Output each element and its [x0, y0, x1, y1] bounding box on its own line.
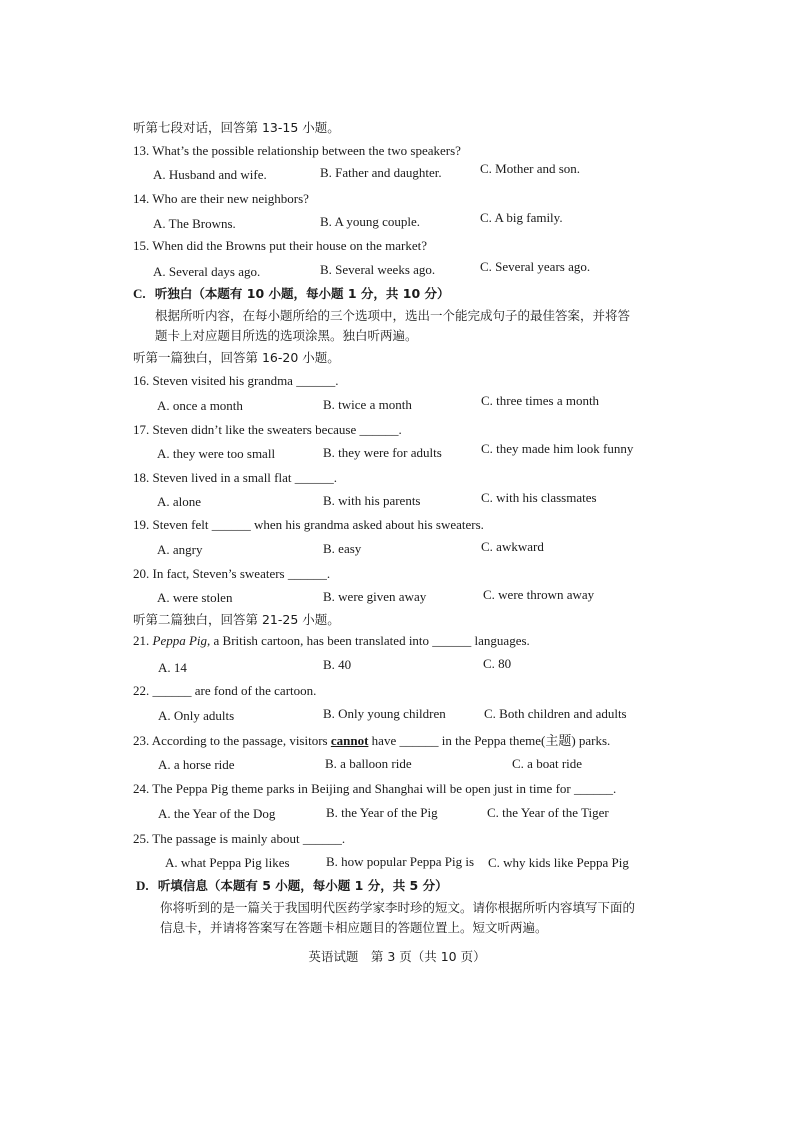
page-footer: 英语试题 第 3 页（共 10 页） [308, 949, 486, 964]
section-d-instruction-2: 信息卡，并请将答案写在答题卡相应题目的答题位置上。短文听两遍。 [160, 920, 548, 935]
section-c-instruction-1: 根据所听内容，在每小题所给的三个选项中，选出一个能完成句子的最佳答案，并将答 [155, 308, 631, 323]
q16-option-b: B. twice a month [323, 397, 412, 412]
section-c-letter: C. [133, 286, 146, 301]
q17-option-a: A. they were too small [157, 446, 276, 461]
q15-option-a: A. Several days ago. [153, 264, 261, 279]
q19-stem: 19. Steven felt ______ when his grandma asked about his sweaters. [133, 517, 484, 532]
q14-option-b: B. A young couple. [320, 214, 421, 229]
q18-stem: 18. Steven lived in a small flat ______. [133, 470, 337, 485]
q19-option-b: B. easy [323, 541, 362, 556]
q21-title-italic: Peppa Pig [152, 633, 208, 648]
q23-option-c: C. a boat ride [512, 756, 583, 771]
q22-stem: 22. ______ are fond of the cartoon. [133, 683, 317, 698]
q18-option-a: A. alone [157, 494, 202, 509]
q25-option-b: B. how popular Peppa Pig is [326, 854, 475, 869]
section-d-instruction-1: 你将听到的是一篇关于我国明代医药学家李时珍的短文。请你根据所听内容填写下面的 [160, 900, 636, 915]
q22-option-c: C. Both children and adults [484, 706, 627, 721]
q23-option-a: A. a horse ride [158, 757, 235, 772]
q23-stem-pre: 23. According to the passage, visitors [133, 733, 331, 748]
q25-stem: 25. The passage is mainly about ______. [133, 831, 346, 846]
q13-stem: 13. What’s the possible relationship between the two speakers? [133, 143, 461, 158]
q21-number: 21. [133, 633, 150, 648]
q21-option-a: A. 14 [158, 660, 187, 675]
q16-option-c: C. three times a month [481, 393, 600, 408]
q24-stem: 24. The Peppa Pig theme parks in Beijing and Shanghai will be open just in time for ______. [133, 781, 617, 796]
q13-option-a: A. Husband and wife. [153, 167, 267, 182]
q24-option-c: C. the Year of the Tiger [487, 805, 609, 820]
q17-option-c: C. they made him look funny [481, 441, 634, 456]
q13-option-c: C. Mother and son. [480, 161, 581, 176]
q14-option-c: C. A big family. [480, 210, 563, 225]
q19-option-a: A. angry [157, 542, 203, 557]
q22-option-b: B. Only young children [323, 706, 446, 721]
section-d-heading [136, 878, 448, 894]
q14-stem: 14. Who are their new neighbors? [133, 191, 309, 206]
q23-option-b: B. a balloon ride [325, 756, 412, 771]
q21-stem-rest: , a British cartoon, has been translated into ______ languages. [207, 633, 530, 648]
q17-option-b: B. they were for adults [323, 445, 442, 460]
q25-option-a: A. what Peppa Pig likes [165, 855, 290, 870]
q15-option-c: C. Several years ago. [480, 259, 591, 274]
section-c-heading [133, 286, 450, 302]
q15-stem: 15. When did the Browns put their house on the market? [133, 238, 428, 253]
q25-option-c: C. why kids like Peppa Pig [488, 855, 629, 870]
q22-option-a: A. Only adults [158, 708, 235, 723]
q20-option-a: A. were stolen [157, 590, 233, 605]
q20-stem: 20. In fact, Steven’s sweaters ______. [133, 566, 331, 581]
section-c-instruction-2: 题卡上对应题目所选的选项涂黑。独白听两遍。 [155, 328, 418, 343]
q15-option-b: B. Several weeks ago. [320, 262, 436, 277]
q21-option-b: B. 40 [323, 657, 352, 672]
q18-option-c: C. with his classmates [481, 490, 597, 505]
q13-option-b: B. Father and daughter. [320, 165, 442, 180]
q23-emphasis-cannot: cannot [330, 733, 369, 748]
section-d-letter: D. [136, 878, 149, 893]
section-d-title: 听填信息（本题有 5 小题，每小题 1 分，共 5 分） [157, 878, 448, 893]
q17-stem: 17. Steven didn’t like the sweaters because ______. [133, 422, 402, 437]
q18-option-b: B. with his parents [323, 493, 421, 508]
q21-option-c: C. 80 [483, 656, 512, 671]
q16-stem: 16. Steven visited his grandma ______. [133, 373, 339, 388]
section-c-title: 听独白（本题有 10 小题，每小题 1 分，共 10 分） [154, 286, 450, 301]
q19-option-c: C. awkward [481, 539, 544, 554]
monologue2-header: 听第二篇独白，回答第 21-25 小题。 [133, 612, 340, 627]
q16-option-a: A. once a month [157, 398, 243, 413]
q20-option-b: B. were given away [323, 589, 427, 604]
dialog7-header: 听第七段对话，回答第 13-15 小题。 [133, 120, 340, 135]
q24-option-a: A. the Year of the Dog [158, 806, 276, 821]
q14-option-a: A. The Browns. [153, 216, 236, 231]
q23-stem-post: have ______ in the Peppa theme(主题) parks. [368, 733, 611, 748]
q23-stem [133, 733, 610, 749]
monologue1-header: 听第一篇独白，回答第 16-20 小题。 [133, 350, 340, 365]
q24-option-b: B. the Year of the Pig [326, 805, 438, 820]
q20-option-c: C. were thrown away [483, 587, 595, 602]
q21-stem [133, 633, 530, 649]
